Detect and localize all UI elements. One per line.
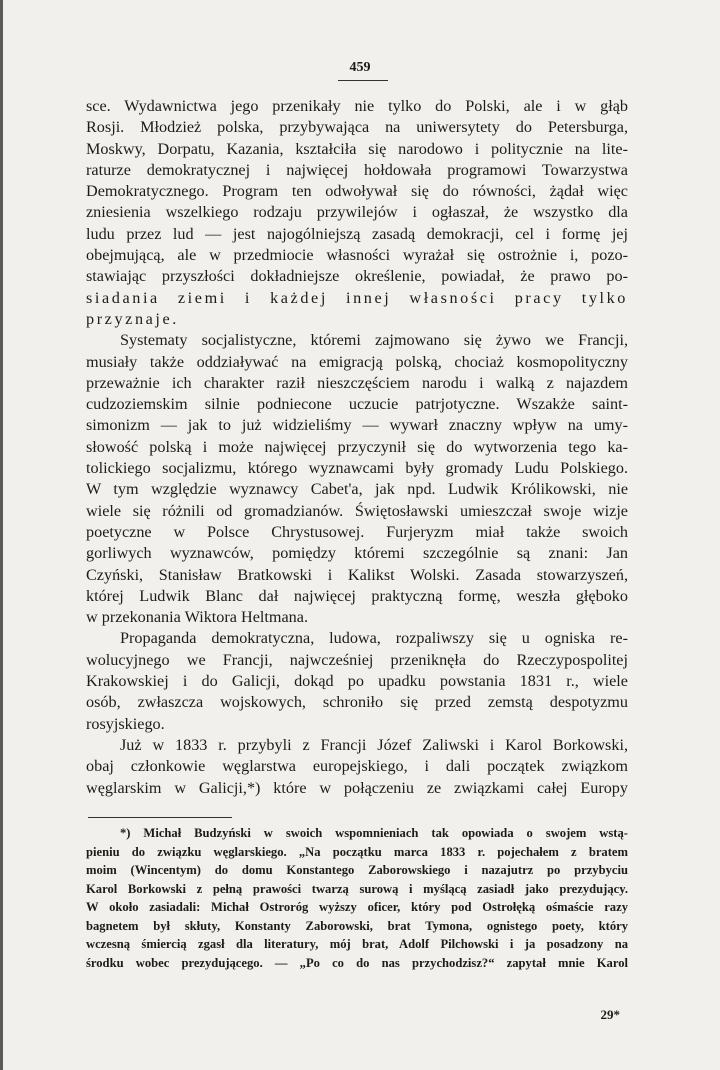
signature-mark: 29* [600, 1007, 620, 1022]
text-line: obaj członkowie węglarstwa europejskiego, i dali początek związkom [86, 757, 628, 776]
text-line: simonizm — jak to już widzieliśmy — wywarł znaczny wpływ na umy- [86, 416, 628, 435]
text-line: Moskwy, Dorpatu, Kazania, kształciła się narodowo i politycznie na lite- [86, 139, 628, 158]
text-line: Krakowskiej i do Galicji, dokąd po upadku powstania 1831 r., wiele [86, 672, 628, 691]
text-line: stawiając przyszłości dokładniejsze określenie, powiadał, że prawo po- [86, 267, 628, 286]
text-line: W tym względzie wyznawcy Cabet'a, jak npd. Ludwik Królikowski, nie [86, 480, 628, 499]
text-line-spaced: siadania ziemi i każdej innej własności pracy tylko [86, 288, 628, 307]
text-line: wolucyjnego we Francji, najwcześniej przeniknęła do Rzeczypospolitej [86, 650, 628, 669]
paragraph-start: Już w 1833 r. przybyli z Francji Józef Zaliwski i Karol Borkowski, [120, 735, 628, 754]
text-line: raturze demokratycznej i najwięcej hołdowała programowi Towarzystwa [86, 160, 628, 179]
text-line-spaced: przyznaje. [86, 309, 179, 328]
footnote-line: bagnetem był skłuty, Konstanty Zaborowski, brat Tymona, ognistego poety, który [86, 918, 628, 933]
footnote-line: W około zasiadali: Michał Ostroróg wyższy oficer, który pod Ostrołęką ośmaście razy [86, 900, 628, 914]
text-line: zniesienia wszelkiego rodzaju przywilejów i ogłaszał, że wszystko dla [86, 203, 628, 222]
text-line: obejmującą, ale w przedmiocie własności wyrażał się ostrożnie i, pozo- [86, 246, 628, 265]
text-line: wiele się różnili od gromadzianów. Świętosławski umieszczał swoje wizje [86, 501, 628, 520]
footnote-line: wczesną śmiercią zgasł dla literatury, mój brat, Adolf Pilchowski i ja posadzony na [86, 937, 628, 951]
main-text [86, 96, 628, 799]
page-number: 459 [349, 60, 371, 75]
footnote-line: *) Michał Budzyński w swoich wspomnieniach tak opowiada o swojem wstą- [120, 826, 628, 840]
text-line: węglarskim w Galicji,*) które w połączeniu ze związkami całej Europy [86, 778, 628, 797]
text-line: Rosji. Młodzież polska, przybywająca na uniwersytety do Petersburga, [86, 118, 628, 137]
text-line: cudzoziemskim silnie podniecone uczucie patrjotyczne. Wszakże saint- [86, 395, 628, 414]
footnote-line: moim (Wincentym) do domu Konstantego Zaborowskiego i nazajutrz po przybyciu [86, 863, 628, 877]
paragraph-start: Systematy socjalistyczne, któremi zajmowano się żywo we Francji, [120, 331, 628, 350]
text-line: której Ludwik Blanc dał najwięcej praktyczną formę, weszła głęboko [86, 586, 628, 605]
footnote-rule [88, 817, 232, 818]
page-binding-edge [0, 0, 3, 1070]
text-line: Demokratycznego. Program ten odwoływał się do równości, żądał więc [86, 182, 628, 201]
text-line: tolickiego socjalizmu, którego wyznawcami były gromady Ludu Polskiego. [86, 459, 628, 478]
text-line: w przekonania Wiktora Heltmana. [86, 608, 308, 627]
text-line: poetyczne w Polsce Chrystusowej. Furjeryzm miał także swoich [86, 522, 628, 541]
text-line: sce. Wydawnictwa jego przenikały nie tylko do Polski, ale i w głąb [86, 97, 628, 115]
footnote-line: środku wobec prezydującego. — „Po co do nas przychodzisz?“ zapytał mnie Karol [86, 955, 628, 970]
text-line: osób, zwłaszcza wojskowych, schroniło się przed zemstą despotyzmu [86, 693, 628, 712]
paragraph-start: Propaganda demokratyczna, ludowa, rozpaliwszy się u ogniska re- [120, 629, 628, 648]
page-number-rule [338, 80, 388, 81]
footnote-line: pieniu do związku węglarskiego. „Na początku marca 1833 r. pojechałem z bratem [86, 844, 628, 859]
footnotes [86, 824, 628, 972]
text-line: musiały także oddziaływać na emigracją polską, chociaż kosmopolityczny [86, 352, 628, 371]
text-line: słowość polską i może najwięcej przyczynił się do wytworzenia tego ka- [86, 437, 628, 456]
footnote-line: Karol Borkowski z pełną prawości twarzą surową i myślącą zasiadł jako prezydujący. [86, 881, 628, 896]
text-line: ludu przez lud — jest najogólniejszą zasadą demokracji, cel i formę jej [86, 224, 628, 243]
text-line: gorliwych wyznawców, pomiędzy któremi szczególnie są znani: Jan [86, 544, 628, 563]
text-line: Czyński, Stanisław Bratkowski i Kalikst Wolski. Zasada stowarzyszeń, [86, 565, 628, 584]
text-line: przeważnie ich charakter raził nieszczęściem narodu i walką z najazdem [86, 373, 628, 392]
text-line: rosyjskiego. [86, 714, 165, 733]
